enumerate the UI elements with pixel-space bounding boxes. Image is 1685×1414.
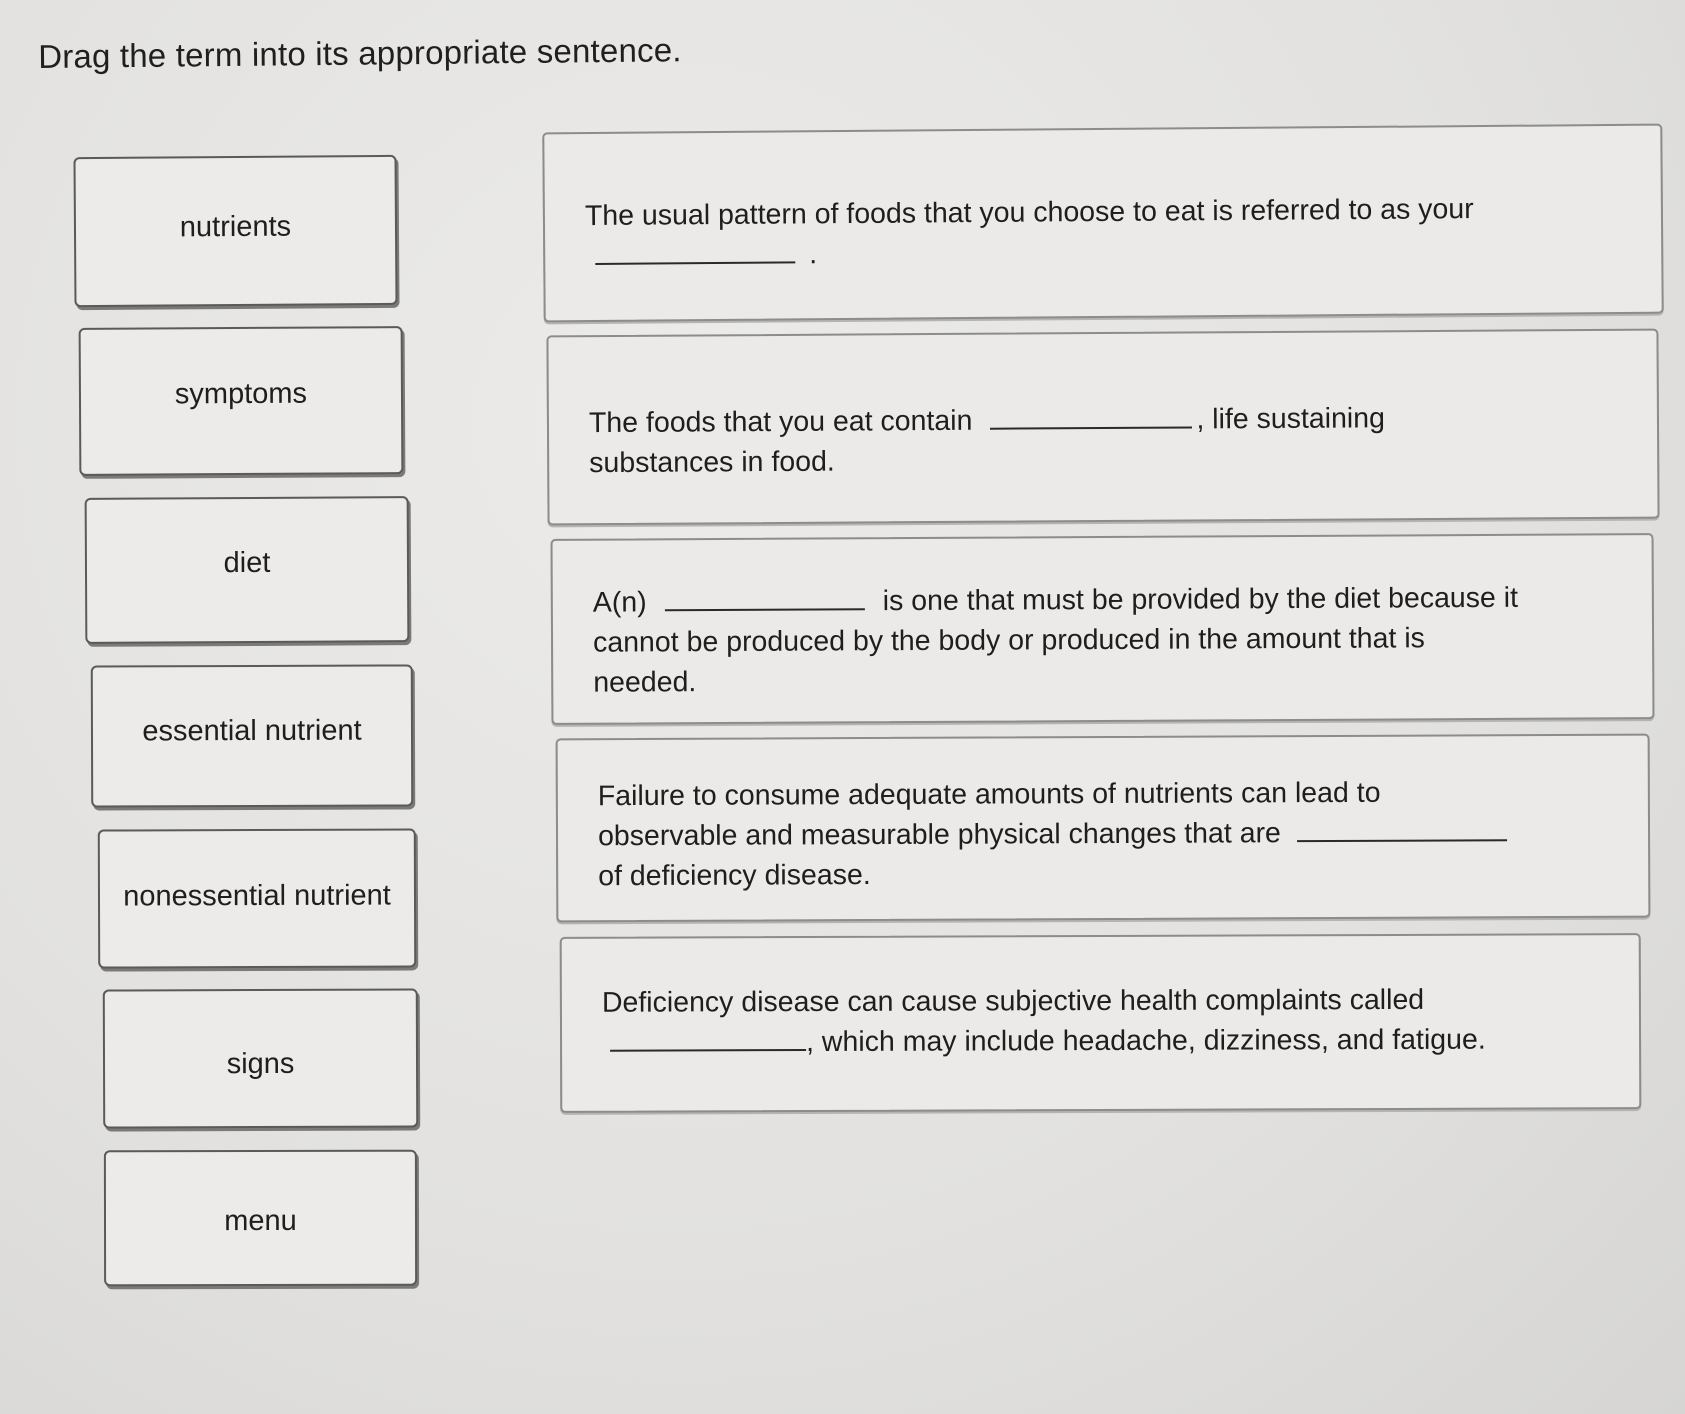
term-symptoms[interactable] <box>79 326 404 476</box>
term-label: menu <box>224 1204 297 1237</box>
sentence-2-line-1-after: , life sustaining <box>1196 402 1386 436</box>
blank-1[interactable] <box>595 261 795 265</box>
blank-2[interactable] <box>990 426 1192 429</box>
sentence-1 <box>585 189 1474 276</box>
sentence-3-line-2: cannot be produced by the body or produced in the amount that is <box>592 622 1425 659</box>
blank-3[interactable] <box>665 608 865 611</box>
sentence-3-line-1-after: is one that must be provided by the diet because it <box>882 581 1519 618</box>
sentence-4-line-3: of deficiency disease. <box>598 859 871 893</box>
term-nonessential-nutrient[interactable] <box>98 828 416 968</box>
term-label: nutrients <box>179 210 292 243</box>
sentence-2 <box>589 398 1385 483</box>
term-signs[interactable] <box>103 988 418 1128</box>
sentence-4 <box>598 772 1507 896</box>
sentence-box-4[interactable] <box>556 734 1651 923</box>
sentence-3 <box>593 578 1519 703</box>
term-label: signs <box>226 1047 295 1081</box>
sentence-4-line-2 <box>598 812 1507 856</box>
sentence-5-line-2 <box>602 1020 1486 1063</box>
term-menu[interactable] <box>104 1150 417 1287</box>
sentence-5 <box>602 980 1486 1063</box>
sentence-2-line-1 <box>589 398 1385 443</box>
sentence-4-line-2-before: observable and measurable physical changes that are <box>597 817 1281 853</box>
term-essential-nutrient[interactable] <box>91 664 413 807</box>
term-label: nonessential nutrient <box>123 879 391 913</box>
sentence-3-line-3: needed. <box>593 666 697 699</box>
sentence-box-3[interactable] <box>551 533 1655 725</box>
sentence-3-line-1-before: A(n) <box>592 586 647 619</box>
blank-5[interactable] <box>610 1049 806 1052</box>
term-label: essential nutrient <box>142 714 362 747</box>
sentence-5-line-2-after: , which may include headache, dizziness, and fatigue. <box>806 1023 1486 1059</box>
sentence-1-line-2-after: . <box>809 238 818 271</box>
sentence-3-line-1 <box>593 578 1518 623</box>
term-label: symptoms <box>174 377 308 410</box>
term-label: diet <box>223 546 271 579</box>
blank-4[interactable] <box>1297 839 1507 842</box>
sentence-box-1[interactable] <box>542 124 1663 323</box>
sentence-2-line-2: substances in food. <box>589 445 835 480</box>
sentence-4-line-1: Failure to consume adequate amounts of nutrients can lead to <box>597 776 1381 813</box>
sentence-1-line-2 <box>585 229 1474 276</box>
instruction-text: Drag the term into its appropriate sentence. <box>38 31 682 75</box>
term-diet[interactable] <box>85 496 410 644</box>
sentence-5-line-1: Deficiency disease can cause subjective health complaints called <box>601 983 1425 1019</box>
term-nutrients[interactable] <box>73 155 397 307</box>
sentence-1-line-1: The usual pattern of foods that you choose to eat is referred to as your <box>584 193 1474 233</box>
sentence-box-2[interactable] <box>546 329 1659 526</box>
sentence-box-5[interactable] <box>560 933 1642 1113</box>
sentence-2-line-1-before: The foods that you eat contain <box>588 404 973 440</box>
